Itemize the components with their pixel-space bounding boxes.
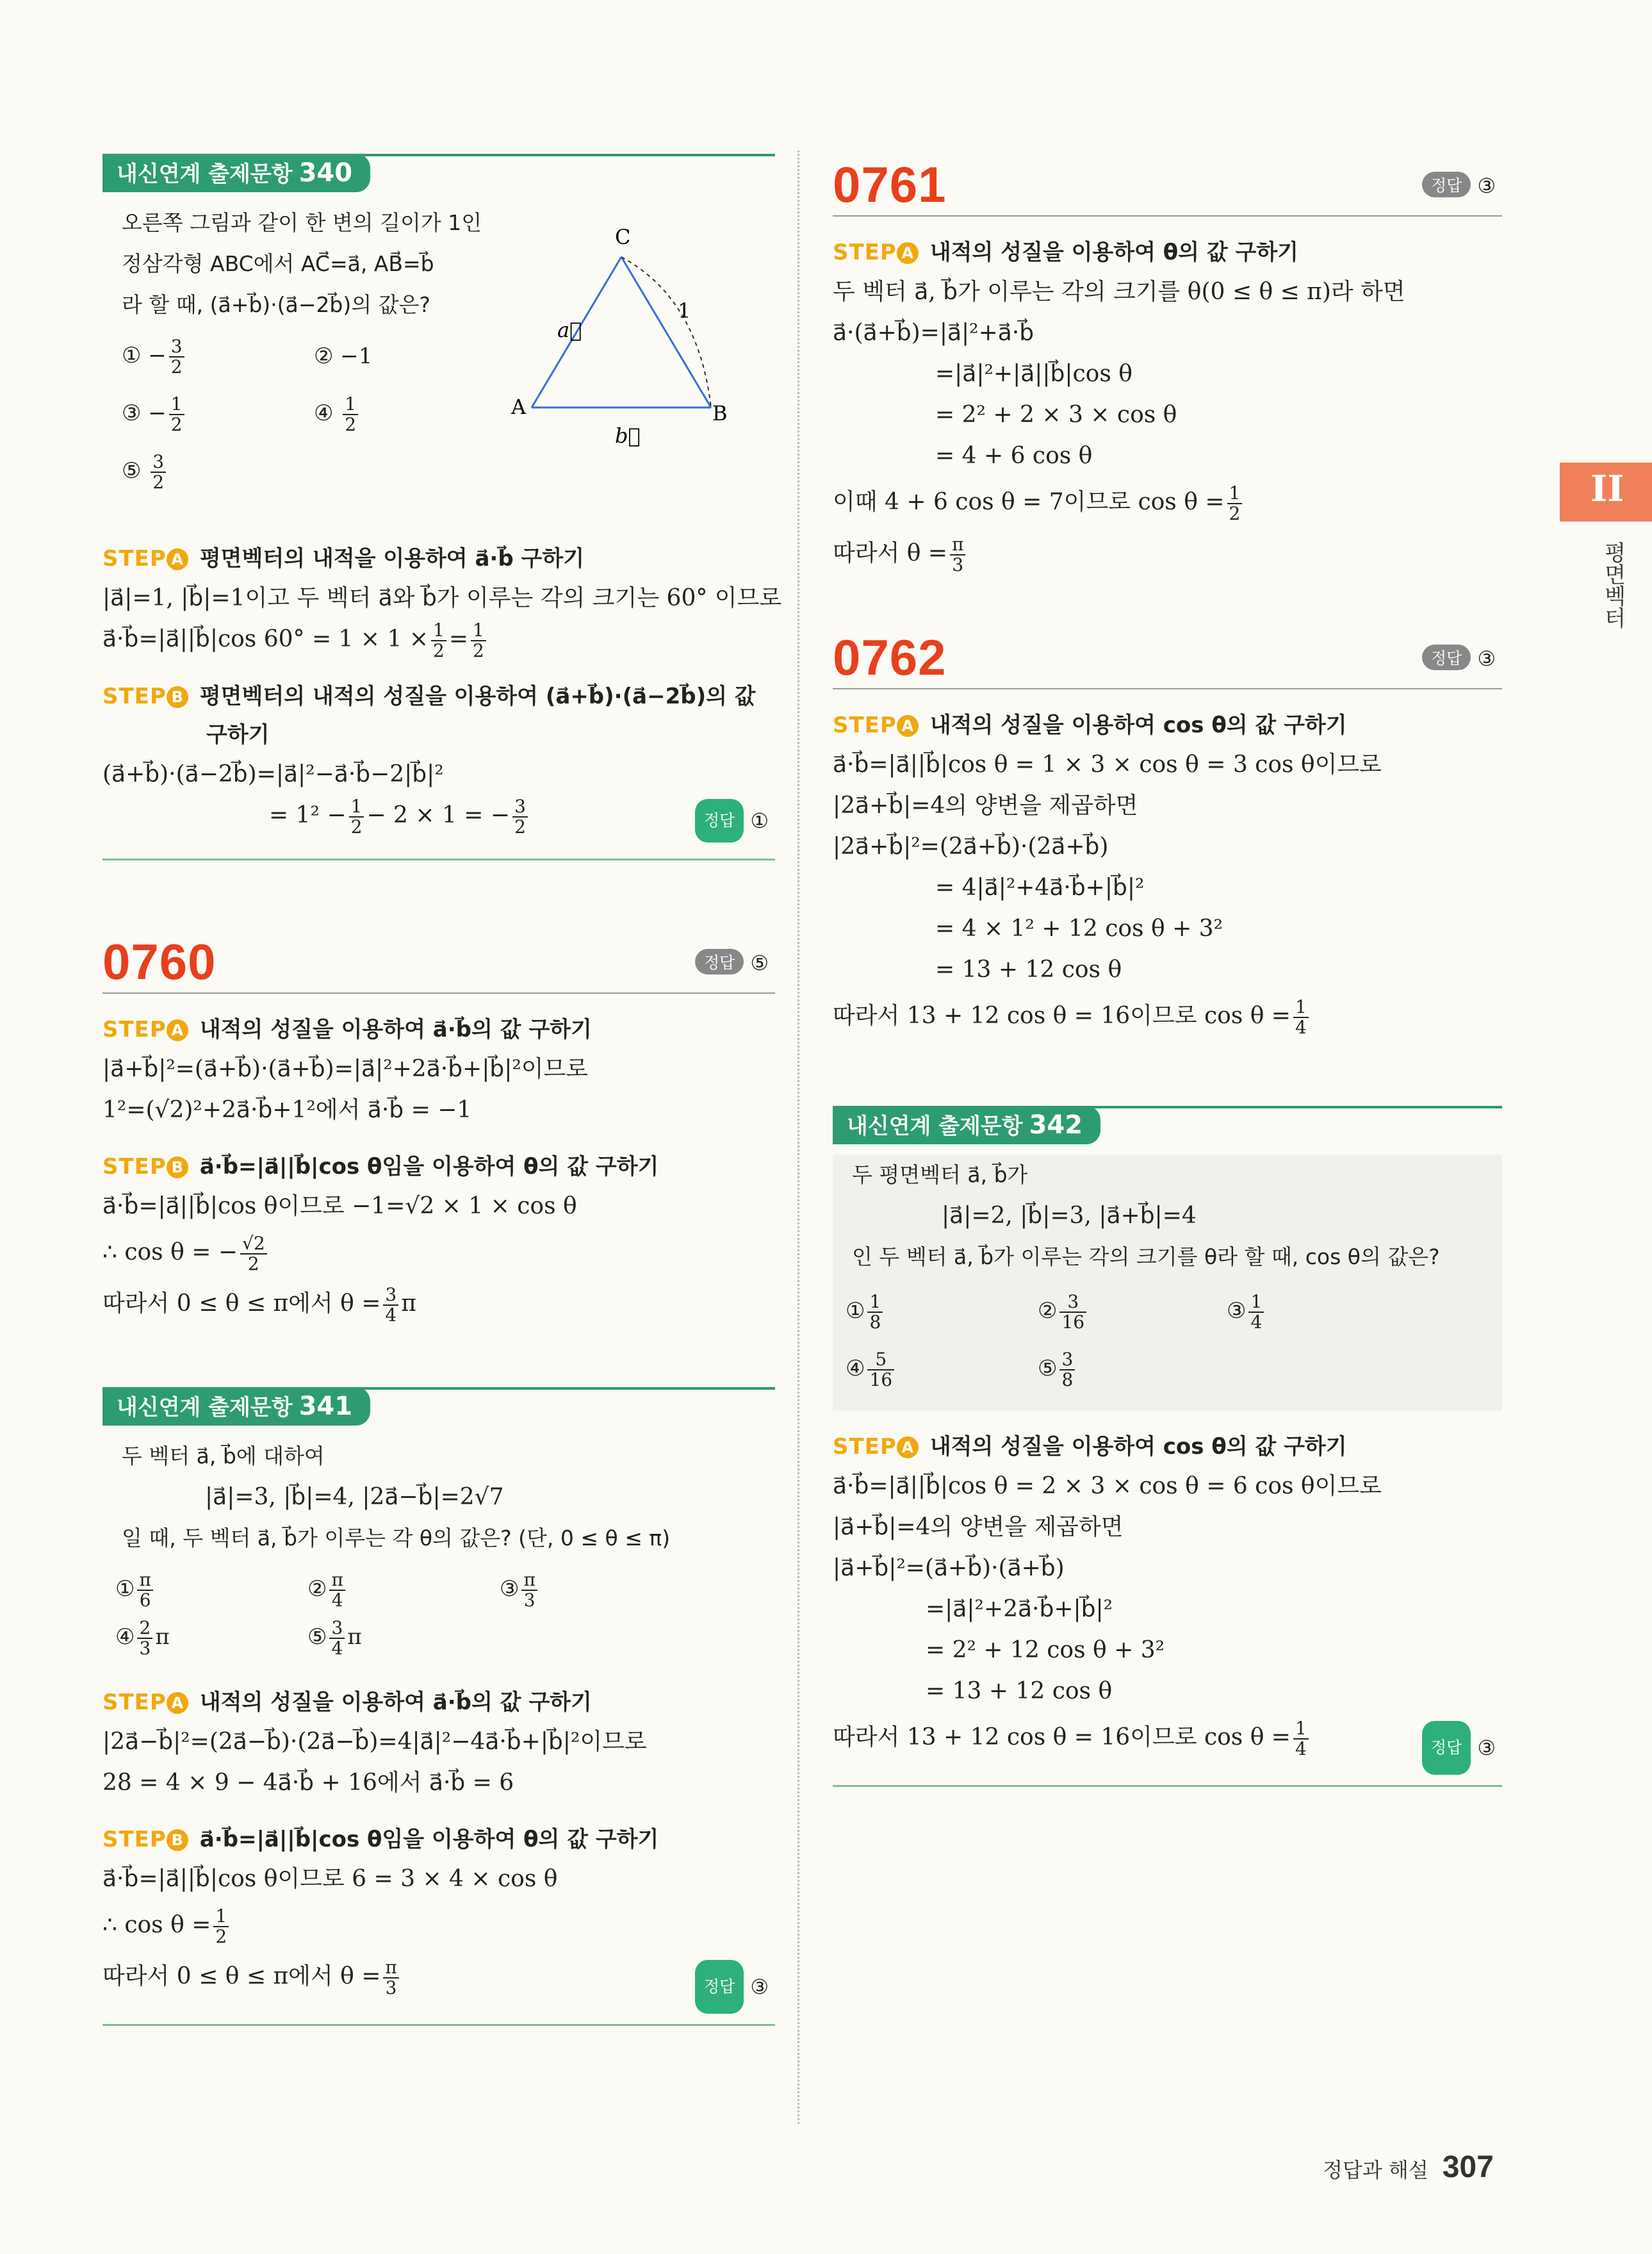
answer-value: ③ <box>1477 1736 1496 1760</box>
solution-line: |a⃗|=1, |b⃗|=1이고 두 벡터 a⃗와 b⃗가 이루는 각의 크기는 60° 이므로 <box>102 585 782 611</box>
step-label: STEP <box>102 1690 167 1715</box>
denominator: 4 <box>1295 1017 1307 1038</box>
question-text: 인 두 벡터 a⃗, b⃗가 이루는 각의 크기를 θ라 할 때, cos θ의 값은? <box>852 1244 1440 1269</box>
expr: 따라서 0 ≤ θ ≤ π에서 θ = <box>102 1290 381 1317</box>
answer-indicator <box>1422 645 1496 671</box>
choice-marker: ③ <box>500 1576 519 1602</box>
step-a-heading <box>102 539 775 578</box>
step-b-heading <box>102 1820 775 1859</box>
solution-line <box>833 477 1502 528</box>
solution-line: a⃗·b⃗=|a⃗||b⃗|cos θ = 2 × 3 × cos θ = 6 cos θ이므로 <box>833 1473 1382 1499</box>
choice-marker: ④ <box>115 1624 135 1650</box>
choice-marker: ③ <box>122 400 142 426</box>
numerator: 1 <box>1293 998 1309 1018</box>
numerator: √2 <box>240 1234 267 1255</box>
numerator: 3 <box>383 1285 398 1306</box>
choice-5 <box>1038 1350 1077 1390</box>
denominator: 2 <box>247 1253 259 1274</box>
numerator: π <box>329 1570 345 1591</box>
denominator: 2 <box>514 816 526 837</box>
numerator: 3 <box>1059 1350 1075 1370</box>
answer-value: ③ <box>750 1975 769 1999</box>
solution-line <box>833 528 1502 579</box>
choice-3 <box>500 1570 540 1610</box>
step-title: 내적의 성질을 이용하여 a⃗·b⃗의 값 구하기 <box>199 1690 592 1715</box>
step-title: 내적의 성질을 이용하여 θ의 값 구하기 <box>929 240 1299 265</box>
solution-line: a⃗·b⃗=|a⃗||b⃗|cos θ이므로 6 = 3 × 4 × cos θ <box>102 1866 558 1892</box>
choice-marker: ① <box>846 1298 865 1324</box>
answer-value: ⑤ <box>750 951 769 975</box>
denominator: 6 <box>139 1590 151 1611</box>
expr: 따라서 13 + 12 cos θ = 16이므로 cos θ = <box>833 1724 1291 1750</box>
choice-2: ② −1 <box>314 343 373 369</box>
solution-line: |a⃗+b⃗|²=(a⃗+b⃗)·(a⃗+b⃗) <box>833 1555 1065 1581</box>
solution-line: = 2² + 12 cos θ + 3² <box>926 1637 1165 1663</box>
step-badge: B <box>167 686 188 708</box>
problem-header-0761 <box>833 154 1502 217</box>
step-a-heading <box>102 1010 775 1049</box>
denominator: 2 <box>1229 503 1241 524</box>
solution-line: (a⃗+b⃗)·(a⃗−2b⃗)=|a⃗|²−a⃗·b⃗−2|b⃗|² <box>102 761 444 787</box>
step-label: STEP <box>833 1434 897 1460</box>
step-label: STEP <box>833 712 897 738</box>
expr: 이때 4 + 6 cos θ = 7이므로 cos θ = <box>833 489 1225 515</box>
footer-label: 정답과 해설 <box>1323 2158 1428 2182</box>
answer-value: ③ <box>1477 646 1496 671</box>
column-divider <box>797 151 799 2124</box>
expr: a⃗·b⃗=|a⃗||b⃗|cos 60° = 1 × 1 × <box>102 626 429 652</box>
edge-bc <box>621 257 711 407</box>
answer-indicator <box>695 1960 769 2014</box>
step-a-heading <box>833 233 1502 272</box>
fraction <box>137 1570 152 1610</box>
fraction <box>471 621 486 661</box>
vector-a-label: a⃗ <box>557 318 582 342</box>
solution-line: |2a⃗+b⃗|²=(2a⃗+b⃗)·(2a⃗+b⃗) <box>833 834 1109 860</box>
step-label: STEP <box>102 1827 167 1852</box>
choice-marker: ⑤ <box>122 458 142 484</box>
choice-1 <box>122 337 187 377</box>
solution-line: = 4 + 6 cos θ <box>935 443 1093 469</box>
answer-indicator <box>1422 1721 1496 1775</box>
step-badge: A <box>167 1019 188 1041</box>
solution-line: a⃗·b⃗=|a⃗||b⃗|cos θ이므로 −1=√2 × 1 × cos θ <box>102 1193 577 1219</box>
denominator: 4 <box>331 1590 343 1611</box>
expr: π <box>401 1290 416 1317</box>
answer-pill: 정답 <box>695 949 744 975</box>
fraction <box>240 1234 267 1274</box>
numerator: 1 <box>1293 1719 1309 1740</box>
choice-marker: ② <box>307 1576 327 1602</box>
numerator: 1 <box>431 621 446 641</box>
choice-3 <box>1227 1292 1266 1332</box>
choice-sign: − <box>148 343 167 368</box>
choice-5 <box>122 452 168 492</box>
numerator: π <box>383 1958 398 1978</box>
choice-marker: ④ <box>314 400 334 426</box>
denominator: 2 <box>170 356 183 377</box>
numerator: 3 <box>1059 1292 1086 1313</box>
fraction <box>349 797 364 837</box>
question-text: 두 평면벡터 a⃗, b⃗가 <box>852 1162 1028 1187</box>
denominator: 2 <box>152 472 165 493</box>
question-342 <box>833 1155 1502 1411</box>
section-separator <box>833 1785 1502 1787</box>
left-column <box>102 154 782 2026</box>
step-label: STEP <box>102 546 167 572</box>
step-b-heading <box>102 1148 775 1186</box>
expr: 따라서 13 + 12 cos θ = 16이므로 cos θ = <box>833 1003 1291 1029</box>
numerator: 1 <box>349 797 364 818</box>
problem-number: 0761 <box>833 156 947 213</box>
banner-tag <box>102 154 370 192</box>
banner-342 <box>833 1106 1502 1146</box>
right-column <box>833 154 1502 1787</box>
problem-number: 0762 <box>833 629 947 686</box>
answer-value: ① <box>750 809 769 833</box>
expr: − 2 × 1 = − <box>366 802 511 828</box>
step-badge: A <box>167 548 188 570</box>
banner-tag <box>102 1387 370 1426</box>
numerator: 1 <box>213 1907 229 1927</box>
denominator: 16 <box>1061 1312 1085 1333</box>
solution-line <box>833 1712 1502 1763</box>
fraction <box>950 535 965 575</box>
denominator: 4 <box>1295 1738 1307 1759</box>
fraction <box>1059 1292 1086 1332</box>
denominator: 2 <box>433 640 445 661</box>
choice-marker: ④ <box>846 1356 865 1381</box>
question-text: 정삼각형 ABC에서 AC⃗=a⃗, AB⃗=b⃗ <box>122 251 434 276</box>
step-b-heading <box>102 677 775 716</box>
expr: ∴ cos θ = <box>102 1912 211 1938</box>
question-text: 오른쪽 그림과 같이 한 변의 길이가 1인 <box>122 210 482 235</box>
choice-1 <box>115 1570 156 1610</box>
solution-line: |2a⃗−b⃗|²=(2a⃗−b⃗)·(2a⃗−b⃗)=4|a⃗|²−4a⃗·b⃗+|b⃗|²이므로 <box>102 1729 647 1755</box>
solution-line: =|a⃗|²+2a⃗·b⃗+|b⃗|² <box>926 1596 1113 1622</box>
chapter-label: 평면벡터 <box>1600 541 1626 629</box>
numerator: 1 <box>471 621 486 641</box>
step-title: 평면벡터의 내적의 성질을 이용하여 (a⃗+b⃗)·(a⃗−2b⃗)의 값 <box>199 684 756 709</box>
banner-label: 내신연계 출제문항 <box>117 161 293 187</box>
chapter-roman: II <box>1591 468 1624 510</box>
step-badge: B <box>167 1829 188 1851</box>
solution-line: a⃗·(a⃗+b⃗)=|a⃗|²+a⃗·b⃗ <box>833 320 1035 346</box>
question-text: 일 때, 두 벡터 a⃗, b⃗가 이루는 각 θ의 값은? (단, 0 ≤ θ ≤ π) <box>122 1526 671 1551</box>
step-title: a⃗·b⃗=|a⃗||b⃗|cos θ임을 이용하여 θ의 값 구하기 <box>199 1827 659 1852</box>
numerator: 1 <box>169 395 184 415</box>
expr: = 1² − <box>269 802 347 828</box>
question-condition: |a⃗|=3, |b⃗|=4, |2a⃗−b⃗|=2√7 <box>205 1484 504 1510</box>
fraction <box>169 337 184 377</box>
solution-line <box>102 619 775 661</box>
fraction <box>431 621 446 661</box>
fraction <box>867 1292 883 1332</box>
fraction <box>512 797 528 837</box>
numerator: 3 <box>512 797 528 818</box>
solution-line <box>102 1900 775 1951</box>
answer-indicator <box>695 949 769 975</box>
choice-1 <box>846 1292 885 1332</box>
numerator: 2 <box>137 1618 152 1639</box>
expr: π <box>155 1624 170 1650</box>
answer-pill: 정답 <box>695 799 744 843</box>
denominator: 2 <box>350 816 363 837</box>
fraction <box>383 1285 398 1325</box>
fraction <box>1293 1719 1309 1759</box>
page-number: 307 <box>1442 2150 1494 2184</box>
denominator: 2 <box>170 414 183 435</box>
vertex-c-label: C <box>615 225 631 249</box>
fraction <box>329 1618 345 1658</box>
denominator: 2 <box>345 414 357 435</box>
choice-2 <box>1038 1292 1089 1332</box>
fraction <box>383 1958 398 1998</box>
expr: ∴ cos θ = − <box>102 1239 238 1265</box>
choice-4 <box>314 395 361 434</box>
fraction <box>867 1350 894 1390</box>
choice-marker: ⑤ <box>1038 1356 1058 1381</box>
step-a-heading <box>833 706 1502 744</box>
solution-line: = 13 + 12 cos θ <box>935 957 1122 983</box>
solution-line: 28 = 4 × 9 − 4a⃗·b⃗ + 16에서 a⃗·b⃗ = 6 <box>102 1770 514 1796</box>
problem-header-0762 <box>833 627 1502 689</box>
solution-line <box>102 795 775 837</box>
numerator: 3 <box>329 1618 345 1639</box>
answer-pill: 정답 <box>695 1960 744 2014</box>
problem-header-0760 <box>102 931 775 994</box>
fraction <box>521 1570 537 1610</box>
step-title: 내적의 성질을 이용하여 cos θ의 값 구하기 <box>929 1434 1347 1460</box>
choice-marker: ① <box>115 1576 135 1602</box>
solution-line: a⃗·b⃗=|a⃗||b⃗|cos θ = 1 × 3 × cos θ = 3 cos θ이므로 <box>833 752 1382 778</box>
banner-label: 내신연계 출제문항 <box>847 1114 1023 1139</box>
answer-pill: 정답 <box>1422 645 1471 670</box>
answer-pill: 정답 <box>1422 1721 1471 1775</box>
denominator: 3 <box>385 1977 397 1998</box>
solution-line <box>102 1951 775 2002</box>
solution-line: |a⃗+b⃗|=4의 양변을 제곱하면 <box>833 1514 1124 1540</box>
expr: π <box>347 1624 362 1650</box>
step-title: 평면벡터의 내적을 이용하여 a⃗·b⃗ 구하기 <box>199 546 585 572</box>
section-separator <box>102 2024 775 2026</box>
choice-4 <box>846 1350 897 1390</box>
triangle-figure <box>506 196 728 448</box>
expr: 따라서 0 ≤ θ ≤ π에서 θ = <box>102 1963 381 1989</box>
step-badge: B <box>167 1156 188 1178</box>
step-badge: A <box>897 1436 919 1458</box>
solution-line: |a⃗+b⃗|²=(a⃗+b⃗)·(a⃗+b⃗)=|a⃗|²+2a⃗·b⃗+|b⃗|²이므로 <box>102 1056 589 1082</box>
banner-341 <box>102 1387 775 1427</box>
choice-marker: ② <box>1038 1298 1058 1324</box>
step-a-heading <box>833 1427 1502 1466</box>
solution-line: = 2² + 2 × 3 × cos θ <box>935 402 1177 428</box>
solution-line: 1²=(√2)²+2a⃗·b⃗+1²에서 a⃗·b⃗ = −1 <box>102 1097 472 1123</box>
fraction <box>151 452 166 492</box>
denominator: 4 <box>1250 1312 1263 1333</box>
fraction <box>137 1618 152 1658</box>
solution-line <box>102 1278 775 1329</box>
expr: = <box>448 626 469 652</box>
step-label: STEP <box>833 240 897 265</box>
fraction <box>1227 484 1243 523</box>
fraction <box>213 1907 229 1946</box>
banner-number: 340 <box>299 158 353 188</box>
solution-line: |2a⃗+b⃗|=4의 양변을 제곱하면 <box>833 793 1138 819</box>
question-341 <box>102 1436 775 1666</box>
problem-number: 0760 <box>102 934 217 990</box>
page-footer <box>1323 2150 1494 2185</box>
step-label: STEP <box>102 684 167 709</box>
denominator: 3 <box>139 1638 151 1659</box>
solution-line <box>102 1227 775 1278</box>
banner-number: 341 <box>299 1392 353 1421</box>
solution-line: = 4|a⃗|²+4a⃗·b⃗+|b⃗|² <box>935 875 1145 901</box>
numerator: 1 <box>343 395 358 415</box>
denominator: 4 <box>385 1304 397 1326</box>
numerator: π <box>950 535 965 555</box>
denominator: 2 <box>215 1926 227 1947</box>
fraction <box>1059 1350 1075 1390</box>
step-badge: A <box>897 242 919 264</box>
choice-sign: − <box>148 400 167 426</box>
question-condition: |a⃗|=2, |b⃗|=3, |a⃗+b⃗|=4 <box>942 1203 1197 1229</box>
answer-pill: 정답 <box>1422 172 1471 197</box>
question-text: 라 할 때, (a⃗+b⃗)·(a⃗−2b⃗)의 값은? <box>122 292 430 317</box>
chapter-tab <box>1560 463 1652 522</box>
fraction <box>169 395 184 434</box>
solution-line <box>833 991 1502 1042</box>
denominator: 3 <box>523 1590 536 1611</box>
vertex-a-label: A <box>511 395 527 419</box>
solution-line: =|a⃗|²+|a⃗||b⃗|cos θ <box>935 361 1133 387</box>
solution-line: = 4 × 1² + 12 cos θ + 3² <box>935 916 1223 942</box>
numerator: 3 <box>151 452 166 473</box>
step-title: a⃗·b⃗=|a⃗||b⃗|cos θ임을 이용하여 θ의 값 구하기 <box>199 1154 659 1180</box>
answer-indicator <box>1422 172 1496 198</box>
question-340 <box>102 202 775 523</box>
side-length-label: 1 <box>678 299 691 323</box>
answer-value: ③ <box>1477 174 1496 198</box>
numerator: 1 <box>1227 484 1243 504</box>
solution-line: = 13 + 12 cos θ <box>926 1678 1113 1704</box>
choice-marker: ① <box>122 343 142 368</box>
choice-5 <box>307 1618 362 1658</box>
denominator: 3 <box>952 554 964 575</box>
banner-number: 342 <box>1029 1110 1083 1140</box>
choice-4 <box>115 1618 170 1658</box>
step-label: STEP <box>102 1017 167 1042</box>
answer-indicator <box>695 799 769 843</box>
banner-tag <box>833 1106 1100 1144</box>
step-badge: A <box>897 715 919 737</box>
step-label: STEP <box>102 1154 167 1180</box>
fraction <box>329 1570 345 1610</box>
choice-2 <box>307 1570 348 1610</box>
fraction <box>343 395 358 434</box>
banner-340 <box>102 154 775 193</box>
step-title: 내적의 성질을 이용하여 cos θ의 값 구하기 <box>929 712 1347 738</box>
choice-3 <box>122 395 187 434</box>
fraction <box>1248 1292 1264 1332</box>
denominator: 16 <box>869 1369 893 1390</box>
numerator: 5 <box>867 1350 894 1370</box>
denominator: 8 <box>869 1312 881 1333</box>
step-badge: A <box>167 1692 188 1714</box>
numerator: π <box>521 1570 537 1591</box>
vector-b-label: b⃗ <box>615 424 641 448</box>
numerator: 3 <box>169 337 184 358</box>
denominator: 2 <box>473 640 484 661</box>
fraction <box>1293 998 1309 1037</box>
expr: 따라서 θ = <box>833 540 948 566</box>
choice-marker: ⑤ <box>307 1624 327 1650</box>
banner-label: 내신연계 출제문항 <box>117 1395 293 1420</box>
numerator: 1 <box>1248 1292 1264 1313</box>
step-a-heading <box>102 1683 775 1722</box>
numerator: 1 <box>867 1292 883 1313</box>
question-text: 두 벡터 a⃗, b⃗에 대하여 <box>122 1444 325 1468</box>
solution-line: 두 벡터 a⃗, b⃗가 이루는 각의 크기를 θ(0 ≤ θ ≤ π)라 하면 <box>833 279 1405 305</box>
numerator: π <box>137 1570 152 1591</box>
vertex-b-label: B <box>712 401 728 425</box>
step-b-heading-cont: 구하기 <box>206 722 270 748</box>
choice-marker: ③ <box>1227 1298 1247 1324</box>
denominator: 8 <box>1061 1369 1074 1390</box>
step-title: 내적의 성질을 이용하여 a⃗·b⃗의 값 구하기 <box>199 1017 592 1042</box>
denominator: 4 <box>331 1638 343 1659</box>
